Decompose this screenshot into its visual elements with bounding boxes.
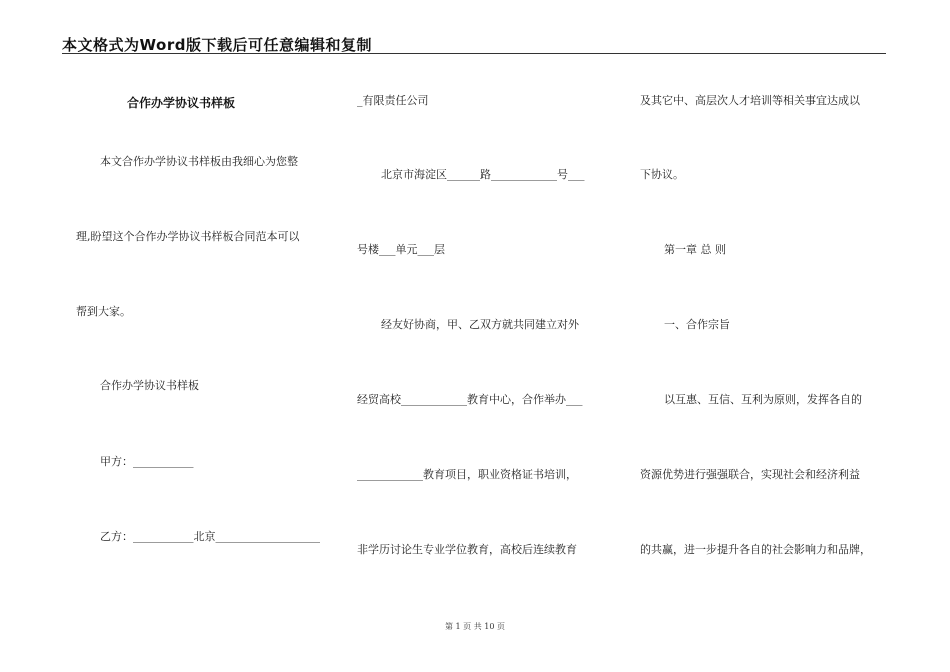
text-line: 的共赢，进一步提升各自的社会影响力和品牌，	[640, 543, 871, 556]
text-line: 以互惠、互信、互利为原则，发挥各自的	[664, 393, 862, 406]
party-b-line: 乙方：___________北京___________________	[100, 530, 320, 543]
text-line: 理,盼望这个合作办学协议书样板合同范本可以	[76, 230, 300, 243]
section-heading: 一、合作宗旨	[664, 318, 730, 331]
page-number: 第 1 页 共 10 页	[445, 622, 505, 631]
text-line: 经友好协商，甲、乙双方就共同建立对外	[381, 318, 579, 331]
text-line: 资源优势进行强强联合，实现社会和经济利益	[640, 468, 860, 481]
document-title: 合作办学协议书样板	[127, 96, 236, 110]
text-line: 合作办学协议书样板	[100, 379, 199, 392]
text-line: 帮到大家。	[76, 305, 131, 318]
text-line: 本文合作办学协议书样板由我细心为您整	[100, 155, 298, 168]
text-line: ____________教育项目，职业资格证书培训，	[357, 468, 577, 481]
header-title: 本文格式为Word版下载后可任意编辑和复制	[62, 36, 372, 54]
text-line: 下协议。	[640, 168, 684, 181]
chapter-heading: 第一章 总 则	[664, 243, 726, 256]
text-line: 北京市海淀区______路____________号___	[381, 168, 585, 181]
text-line: 及其它中、高层次人才培训等相关事宜达成以	[640, 94, 860, 107]
party-a-line: 甲方：___________	[100, 455, 194, 468]
header-divider	[62, 53, 886, 54]
text-line: 号楼___单元___层	[357, 243, 445, 256]
text-line: 经贸高校____________教育中心，合作举办___	[357, 393, 583, 406]
text-line: 非学历讨论生专业学位教育，高校后连续教育	[357, 543, 577, 556]
text-line: _有限责任公司	[357, 94, 429, 107]
